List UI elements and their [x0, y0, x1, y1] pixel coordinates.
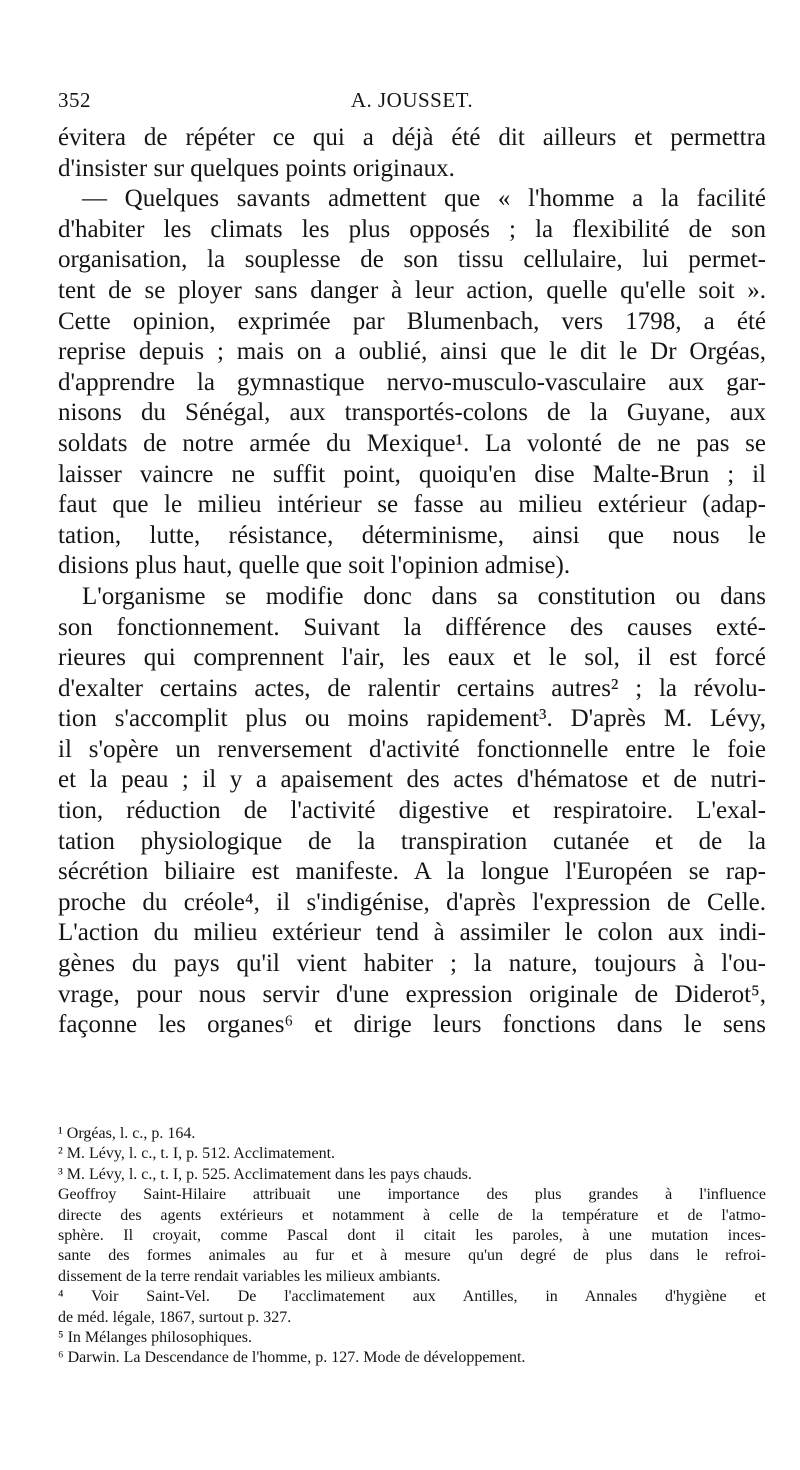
body-line: L'organisme se modifie donc dans sa constitution ou dans	[82, 582, 766, 610]
body-line: il s'opère un renversement d'activité fonctionnelle entre le foie	[58, 735, 766, 763]
footnote-line: ⁵ In Mélanges philosophiques.	[58, 1328, 252, 1346]
page-number: 352	[58, 88, 91, 112]
body-line: tation, lutte, résistance, déterminisme, ainsi que nous le	[58, 521, 766, 549]
body-line: gènes du pays qu'il vient habiter ; la nature, toujours à l'ou-	[58, 950, 766, 978]
footnote-line: ³ M. Lévy, l. c., t. I, p. 525. Acclimatement dans les pays chauds.	[58, 1165, 472, 1183]
body-line: — Quelques savants admettent que « l'homme a la facilité	[82, 185, 766, 213]
body-line: nisons du Sénégal, aux transportés-colons de la Guyane, aux	[58, 399, 766, 427]
footnote-line: ⁶ Darwin. La Descendance de l'homme, p. 127. Mode de développement.	[58, 1349, 526, 1367]
body-line: d'insister sur quelques points originaux.	[58, 154, 455, 182]
footnotes	[58, 1124, 766, 1369]
body-line: sécrétion biliaire est manifeste. A la longue l'Européen se rap-	[58, 858, 766, 886]
body-line: soldats de notre armée du Mexique¹. La volonté de ne pas se	[58, 429, 766, 457]
footnote-line: ¹ Orgéas, l. c., p. 164.	[58, 1125, 196, 1142]
body-line: laisser vaincre ne suffit point, quoiqu'en dise Malte-Brun ; il	[58, 460, 766, 488]
body-line: d'habiter les climats les plus opposés ; la flexibilité de son	[58, 215, 766, 243]
body-line: façonne les organes⁶ et dirige leurs fonctions dans le sens	[58, 1011, 766, 1039]
body-line: reprise depuis ; mais on a oublié, ainsi que le dit le Dr Orgéas,	[58, 338, 766, 366]
body-line: tent de se ployer sans danger à leur action, quelle qu'elle soit ».	[58, 276, 766, 304]
footnote-line: dissement de la terre rendait variables les milieux ambiants.	[58, 1267, 441, 1285]
footnote-line: ⁴ Voir Saint-Vel. De l'acclimatement aux Antilles, in Annales d'hygiène et	[58, 1288, 766, 1306]
body-line: d'apprendre la gymnastique nervo-musculo-vasculaire aux gar-	[58, 368, 766, 396]
page-header	[58, 88, 766, 118]
body-line: tation physiologique de la transpiration cutanée et de la	[58, 827, 766, 855]
body-line: tion, réduction de l'activité digestive et respiratoire. L'exal-	[58, 797, 766, 825]
body-line: vrage, pour nous servir d'une expression originale de Diderot⁵,	[58, 980, 766, 1008]
body-line: tion s'accomplit plus ou moins rapidement³. D'après M. Lévy,	[58, 705, 766, 733]
body-line: Cette opinion, exprimée par Blumenbach, vers 1798, a été	[58, 307, 766, 335]
body-line: évitera de répéter ce qui a déjà été dit ailleurs et permettra	[58, 124, 766, 151]
running-title: A. JOUSSET.	[350, 88, 474, 112]
body-line: rieures qui comprennent l'air, les eaux et le sol, il est forcé	[58, 644, 766, 672]
body-line: disions plus haut, quelle que soit l'opinion admise).	[58, 552, 571, 580]
footnote-line: directe des agents extérieurs et notamment à celle de la température et de l'atmo-	[58, 1206, 766, 1224]
footnote-line: sphère. Il croyait, comme Pascal dont il citait les paroles, à une mutation inces-	[58, 1226, 766, 1244]
footnote-line: sante des formes animales au fur et à mesure qu'un degré de plus dans le refroi-	[58, 1247, 766, 1265]
footnote-line: Geoffroy Saint-Hilaire attribuait une importance des plus grandes à l'influence	[58, 1186, 766, 1204]
footnote-line: de méd. légale, 1867, surtout p. 327.	[58, 1308, 292, 1326]
body-line: organisation, la souplesse de son tissu cellulaire, lui permet-	[58, 246, 766, 274]
body-line: et la peau ; il y a apaisement des actes d'hématose et de nutri-	[58, 766, 766, 794]
body-line: proche du créole⁴, il s'indigénise, d'après l'expression de Celle.	[58, 888, 766, 916]
body-line: faut que le milieu intérieur se fasse au milieu extérieur (adap-	[58, 491, 766, 519]
body-line: L'action du milieu extérieur tend à assimiler le colon aux indi-	[58, 919, 766, 947]
footnote-line: ² M. Lévy, l. c., t. I, p. 512. Acclimatement.	[58, 1145, 336, 1163]
body-line: son fonctionnement. Suivant la différence des causes exté-	[58, 613, 766, 641]
body-line: d'exalter certains actes, de ralentir certains autres² ; la révolu-	[58, 674, 766, 702]
body-text	[58, 123, 766, 1041]
